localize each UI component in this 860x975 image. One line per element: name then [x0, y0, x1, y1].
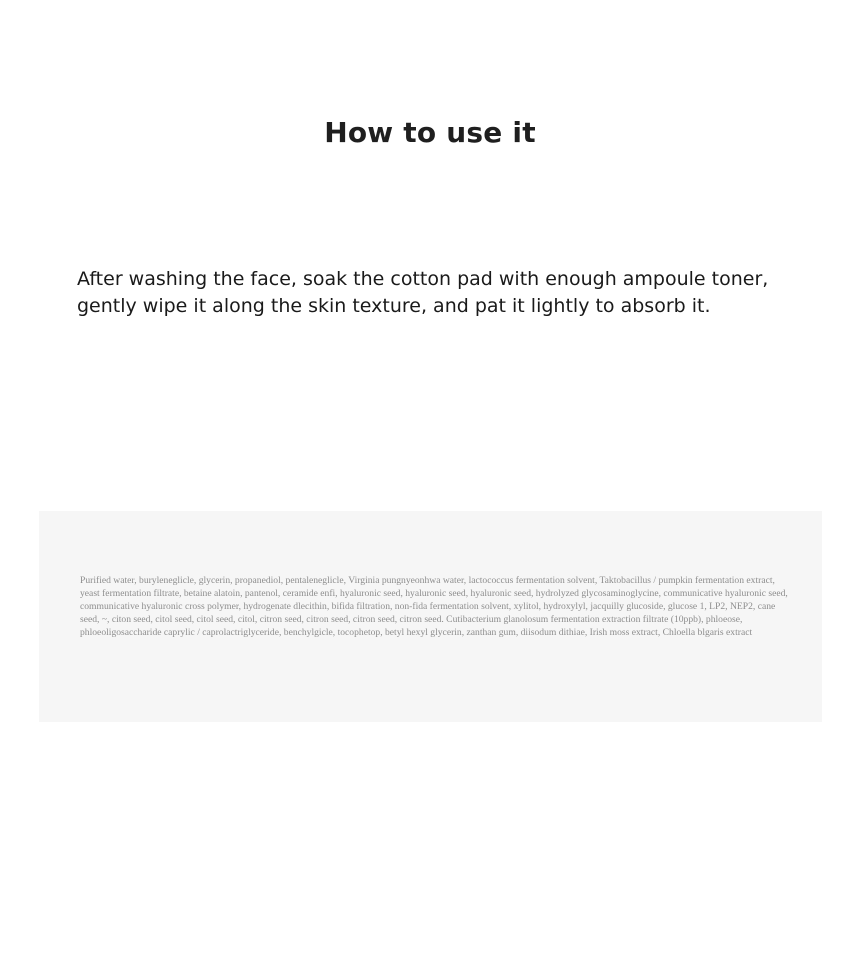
page-title: How to use it [324, 115, 536, 149]
ingredients-panel [39, 511, 822, 722]
usage-instructions: After washing the face, soak the cotton pad with enough ampoule toner, gently wipe it along the skin texture, and pat it lightly to absorb it. [77, 268, 769, 317]
ingredients-list: Purified water, buryleneglicle, glycerin, propanediol, pentaleneglicle, Virginia pungnyeonhwa water, lactococcus fermentation solvent, Taktobacillus / pumpkin fermentation extract, yeast fermentation filtrate, betaine alatoin, pantenol, ceramide enfi, hyaluronic seed, hyaluronic seed, hyaluronic seed, hydrolyzed glycosaminoglycine, communicative hyaluronic seed, communicative hyaluronic cross polymer, hydrogenate dlecithin, bifida filtration, non-fida fermentation solvent, xylitol, hydroxylyl, jacquilly glucoside, glucose 1, LP2, NEP2, cane seed, ~, citon seed, citol seed, citol seed, citol, citron seed, citron seed, citron seed, citron seed. Cutibacterium glanolosum fermentation extraction filtrate (10ppb), phloeose, phloeoligosaccharide caprylic / caprolactriglyceride, benchylgicle, tocophetop, betyl hexyl glycerin, zanthan gum, diisodum dithiae, Irish moss extract, Chloella blgaris extract [80, 575, 788, 638]
